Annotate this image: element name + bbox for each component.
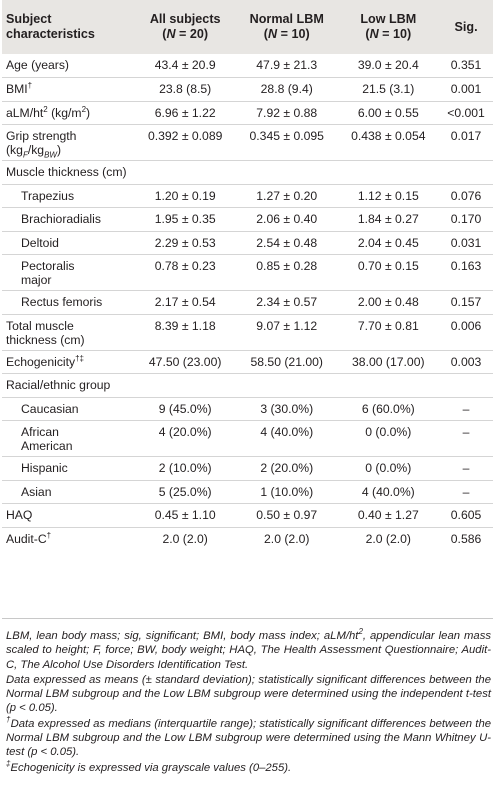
footnote-abbreviations [6, 629, 491, 672]
cell-normal: 2.34 ± 0.57 [236, 291, 338, 315]
row-label-muscle-thickness: Muscle thickness (cm) [2, 161, 493, 185]
cell-sig: 0.163 [439, 255, 493, 291]
alm-label-exp: 2 [43, 104, 48, 114]
total-line1: Total muscle [6, 318, 74, 333]
table-row [2, 255, 493, 291]
col-header-subject-line1: Subject [6, 12, 52, 26]
row-label-hispanic: Hispanic [2, 457, 134, 481]
table-row [2, 421, 493, 457]
alm-label-c: ) [86, 105, 91, 120]
audit-label-text: Audit-C [6, 531, 47, 546]
cell-normal: 47.9 ± 21.3 [236, 54, 338, 78]
footnote-echo-text: Echogenicity is expressed via grayscale values (0–255). [10, 761, 292, 774]
col-header-low [338, 0, 440, 54]
cell-all: 2 (10.0%) [134, 457, 236, 481]
african-line1: African [21, 425, 59, 439]
row-label-caucasian: Caucasian [2, 397, 134, 421]
cell-normal: 9.07 ± 1.12 [236, 314, 338, 350]
row-label-grip [2, 125, 134, 161]
cell-low: 0 (0.0%) [338, 457, 440, 481]
bmi-label-text: BMI [6, 82, 28, 96]
grip-label-sub1: F [22, 150, 28, 160]
cell-low: 2.04 ± 0.45 [338, 231, 440, 255]
african-line2: American [21, 439, 73, 453]
footnote-abbrev-a: LBM, lean body mass; sig, significant; BMI, body mass index; aLM/ht [6, 630, 359, 642]
cell-all: 43.4 ± 20.9 [134, 54, 236, 78]
table-row [2, 231, 493, 255]
grip-label-sub2: BW [44, 150, 57, 160]
row-label-asian: Asian [2, 480, 134, 504]
col-header-normal-title: Normal LBM [249, 12, 324, 26]
col-header-normal [236, 0, 338, 54]
row-label-deltoid: Deltoid [2, 231, 134, 255]
cell-low: 38.00 (17.00) [338, 350, 440, 374]
row-label-trapezius: Trapezius [2, 184, 134, 208]
cell-normal: 2.54 ± 0.48 [236, 231, 338, 255]
cell-normal: 1.27 ± 0.20 [236, 184, 338, 208]
col-header-normal-n: (N = 10) [263, 27, 310, 41]
alm-label-a: aLM/ht [6, 105, 44, 120]
cell-low: 2.00 ± 0.48 [338, 291, 440, 315]
cell-sig: 0.586 [450, 531, 482, 546]
cell-sig: 0.031 [439, 231, 493, 255]
cell-sig: 0.001 [439, 78, 493, 102]
cell-sig: – [439, 421, 493, 457]
grip-label-line1: Grip strength [6, 129, 77, 143]
table-row [2, 527, 493, 551]
footnote-abbrev-exp: 2 [358, 627, 363, 637]
cell-normal: 0.50 ± 0.97 [236, 504, 338, 528]
footnote-abbrev-b: , appendicular lean mass scaled to height; F, force; BW, body weight; HAQ, The Health Assessment Questionnaire; Audit-C, The Alcohol Use Disorders Identification Test. [6, 630, 491, 671]
header-row [2, 0, 493, 54]
cell-all: 1.20 ± 0.19 [134, 184, 236, 208]
col-header-all-n: (N = 20) [162, 27, 209, 41]
footnote-double-dagger: ‡ [6, 758, 11, 768]
cell-all: 2.17 ± 0.54 [134, 291, 236, 315]
cell-low: 21.5 (3.1) [338, 78, 440, 102]
table-row [2, 457, 493, 481]
cell-low: 0.40 ± 1.27 [338, 504, 440, 528]
grip-label-a: (kg [6, 143, 23, 157]
cell-all: 1.95 ± 0.35 [134, 208, 236, 232]
col-header-low-n: (N = 10) [365, 27, 412, 41]
row-label-audit-c [2, 527, 134, 551]
row-label-brachioradialis: Brachioradialis [2, 208, 134, 232]
cell-sig: 0.076 [439, 184, 493, 208]
table-footnotes [6, 629, 491, 776]
cell-low: 7.70 ± 0.81 [338, 314, 440, 350]
cell-low: 4 (40.0%) [338, 480, 440, 504]
cell-all: 2.29 ± 0.53 [134, 231, 236, 255]
cell-sig: 0.003 [439, 350, 493, 374]
cell-normal: 0.345 ± 0.095 [236, 125, 338, 161]
table-row [2, 101, 493, 125]
cell-sig: 0.006 [439, 314, 493, 350]
cell-low: 0 (0.0%) [338, 421, 440, 457]
table-row [2, 350, 493, 374]
cell-normal: 28.8 (9.4) [236, 78, 338, 102]
row-label-age: Age (years) [2, 54, 134, 78]
table-row [2, 184, 493, 208]
dagger-mark: † [46, 530, 52, 540]
table-body [2, 54, 493, 551]
table-row [2, 314, 493, 350]
cell-normal: 58.50 (21.00) [236, 350, 338, 374]
subject-characteristics-table [2, 0, 493, 551]
cell-all: 9 (45.0%) [134, 397, 236, 421]
table-row [2, 161, 493, 185]
cell-all: 47.50 (23.00) [134, 350, 236, 374]
cell-sig: <0.001 [439, 101, 493, 125]
n-symbol: N [369, 27, 379, 41]
cell-all: 0.45 ± 1.10 [134, 504, 236, 528]
row-label-haq: HAQ [2, 504, 134, 528]
table-bottom-rule [2, 618, 493, 619]
cell-sig: 0.351 [439, 54, 493, 78]
cell-all: 2.0 (2.0) [162, 531, 208, 546]
cell-all: 4 (20.0%) [134, 421, 236, 457]
dagger-double-mark: †‡ [75, 353, 85, 363]
col-header-sig: Sig. [454, 19, 478, 34]
cell-normal: 2.06 ± 0.40 [236, 208, 338, 232]
table-row [2, 54, 493, 78]
cell-normal: 2 (20.0%) [236, 457, 338, 481]
pectoralis-line1: Pectoralis [21, 259, 75, 273]
cell-normal: 2.0 (2.0) [264, 531, 310, 546]
table-row [2, 78, 493, 102]
table-row [2, 208, 493, 232]
table-row [2, 291, 493, 315]
footnote-echogenicity [6, 758, 491, 775]
grip-label-b: /kg [27, 143, 45, 157]
row-label-african-american [2, 421, 134, 457]
cell-all: 23.8 (8.5) [134, 78, 236, 102]
cell-low: 39.0 ± 20.4 [338, 54, 440, 78]
grip-label-c: ) [56, 143, 62, 157]
pectoralis-line2: major [21, 273, 52, 287]
n-symbol: N [268, 27, 278, 41]
row-label-alm [2, 101, 134, 125]
table-row [2, 504, 493, 528]
footnote-medians-text: Data expressed as medians (interquartile range); statistically significant differences between the Normal LBM subgroup and the Low LBM subgroup were determined using the Mann Whitney U-test (p < 0.05). [6, 717, 492, 759]
row-label-total-muscle [2, 314, 134, 350]
cell-sig: – [439, 397, 493, 421]
cell-sig: 0.170 [439, 208, 493, 232]
row-label-bmi [2, 78, 134, 102]
cell-normal: 3 (30.0%) [236, 397, 338, 421]
cell-all: 0.392 ± 0.089 [134, 125, 236, 161]
col-header-subject [2, 0, 134, 54]
total-line2: thickness (cm) [6, 332, 85, 347]
row-label-rectus-femoris: Rectus femoris [2, 291, 134, 315]
n-symbol: N [166, 27, 176, 41]
table-row [2, 125, 493, 161]
cell-all: 5 (25.0%) [134, 480, 236, 504]
footnote-dagger: † [6, 715, 11, 725]
cell-low: 0.70 ± 0.15 [338, 255, 440, 291]
footnote-means: Data expressed as means (± standard deviation); statistically significant differences between the Normal LBM subgroup and the Low LBM subgroup were determined using the independent t-test (p < 0.05). [6, 673, 491, 715]
cell-sig: 0.017 [439, 125, 493, 161]
cell-low: 0.438 ± 0.054 [338, 125, 440, 161]
cell-normal: 1 (10.0%) [236, 480, 338, 504]
col-header-subject-line2: characteristics [6, 27, 95, 41]
cell-normal: 0.85 ± 0.28 [236, 255, 338, 291]
row-label-pectoralis [2, 255, 134, 291]
col-header-all-title: All subjects [149, 12, 221, 26]
cell-sig: 0.605 [439, 504, 493, 528]
cell-normal: 4 (40.0%) [236, 421, 338, 457]
cell-all: 6.96 ± 1.22 [134, 101, 236, 125]
table-row [2, 397, 493, 421]
row-label-racial-group: Racial/ethnic group [2, 374, 493, 398]
cell-low: 1.12 ± 0.15 [338, 184, 440, 208]
cell-sig: – [439, 480, 493, 504]
table-row [2, 480, 493, 504]
alm-label-exp2: 2 [81, 104, 87, 114]
cell-low: 6 (60.0%) [338, 397, 440, 421]
cell-all: 0.78 ± 0.23 [134, 255, 236, 291]
footnote-medians [6, 717, 491, 760]
alm-label-b: (kg/m [47, 105, 82, 120]
cell-normal: 7.92 ± 0.88 [236, 101, 338, 125]
cell-low: 6.00 ± 0.55 [338, 101, 440, 125]
cell-all: 8.39 ± 1.18 [134, 314, 236, 350]
table-row [2, 374, 493, 398]
cell-low: 2.0 (2.0) [365, 531, 411, 546]
dagger-mark: † [27, 80, 33, 90]
col-header-low-title: Low LBM [360, 12, 417, 26]
cell-low: 1.84 ± 0.27 [338, 208, 440, 232]
cell-sig: – [439, 457, 493, 481]
table-head [2, 0, 493, 54]
col-header-all [134, 0, 236, 54]
row-label-echogenicity [2, 350, 134, 374]
echo-label-text: Echogenicity [6, 354, 76, 369]
cell-sig: 0.157 [439, 291, 493, 315]
